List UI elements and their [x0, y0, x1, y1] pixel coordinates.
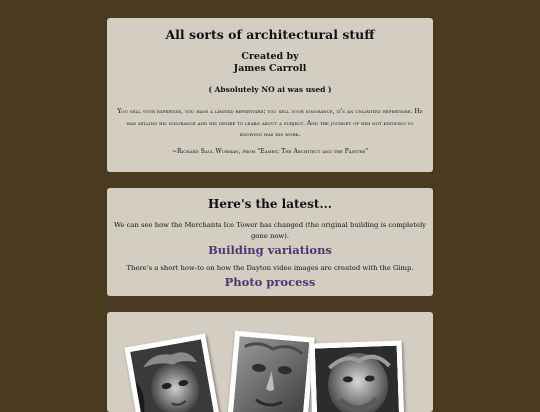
stone-face-photo[interactable] — [227, 331, 315, 412]
author-name: James Carroll — [233, 62, 307, 74]
quote-attribution: ~Richard Saul Wurman, from "Eames: The Architect and the Painter" — [171, 147, 369, 155]
news-item-1-text: We can see how the Merchants Ice Tower has changed (the original building is completely gone now). — [114, 221, 426, 240]
quote-text: You sell your expertise, you have a limited repertoire; you sell your ignorance, it's an unlimited repertoire. He was selling his ignorance and his desire to learn about a subject. And the journey of him not knowing to knowing was his work. — [117, 108, 423, 138]
bearded-face-photo[interactable] — [310, 340, 405, 412]
latest-panel — [107, 188, 433, 296]
building-variations-link[interactable]: Building variations — [208, 243, 332, 257]
cherub-photo[interactable] — [124, 334, 219, 412]
latest-heading: Here's the latest... — [208, 197, 332, 211]
news-item-2-text: There's a short how-to on how the Dayton video images are created with the Gimp. — [126, 264, 414, 272]
gallery-panel — [107, 312, 433, 412]
intro-panel — [107, 18, 433, 172]
bearded-face-sculpture-image — [315, 346, 400, 412]
cherub-sculpture-image — [130, 339, 214, 412]
site-title: All sorts of architectural stuff — [165, 27, 375, 42]
stone-face-sculpture-image — [233, 336, 310, 412]
byline — [107, 51, 433, 74]
created-by-label: Created by — [241, 51, 299, 62]
no-ai-disclaimer: ( Absolutely NO ai was used ) — [208, 85, 332, 94]
photo-process-link[interactable]: Photo process — [224, 275, 316, 289]
